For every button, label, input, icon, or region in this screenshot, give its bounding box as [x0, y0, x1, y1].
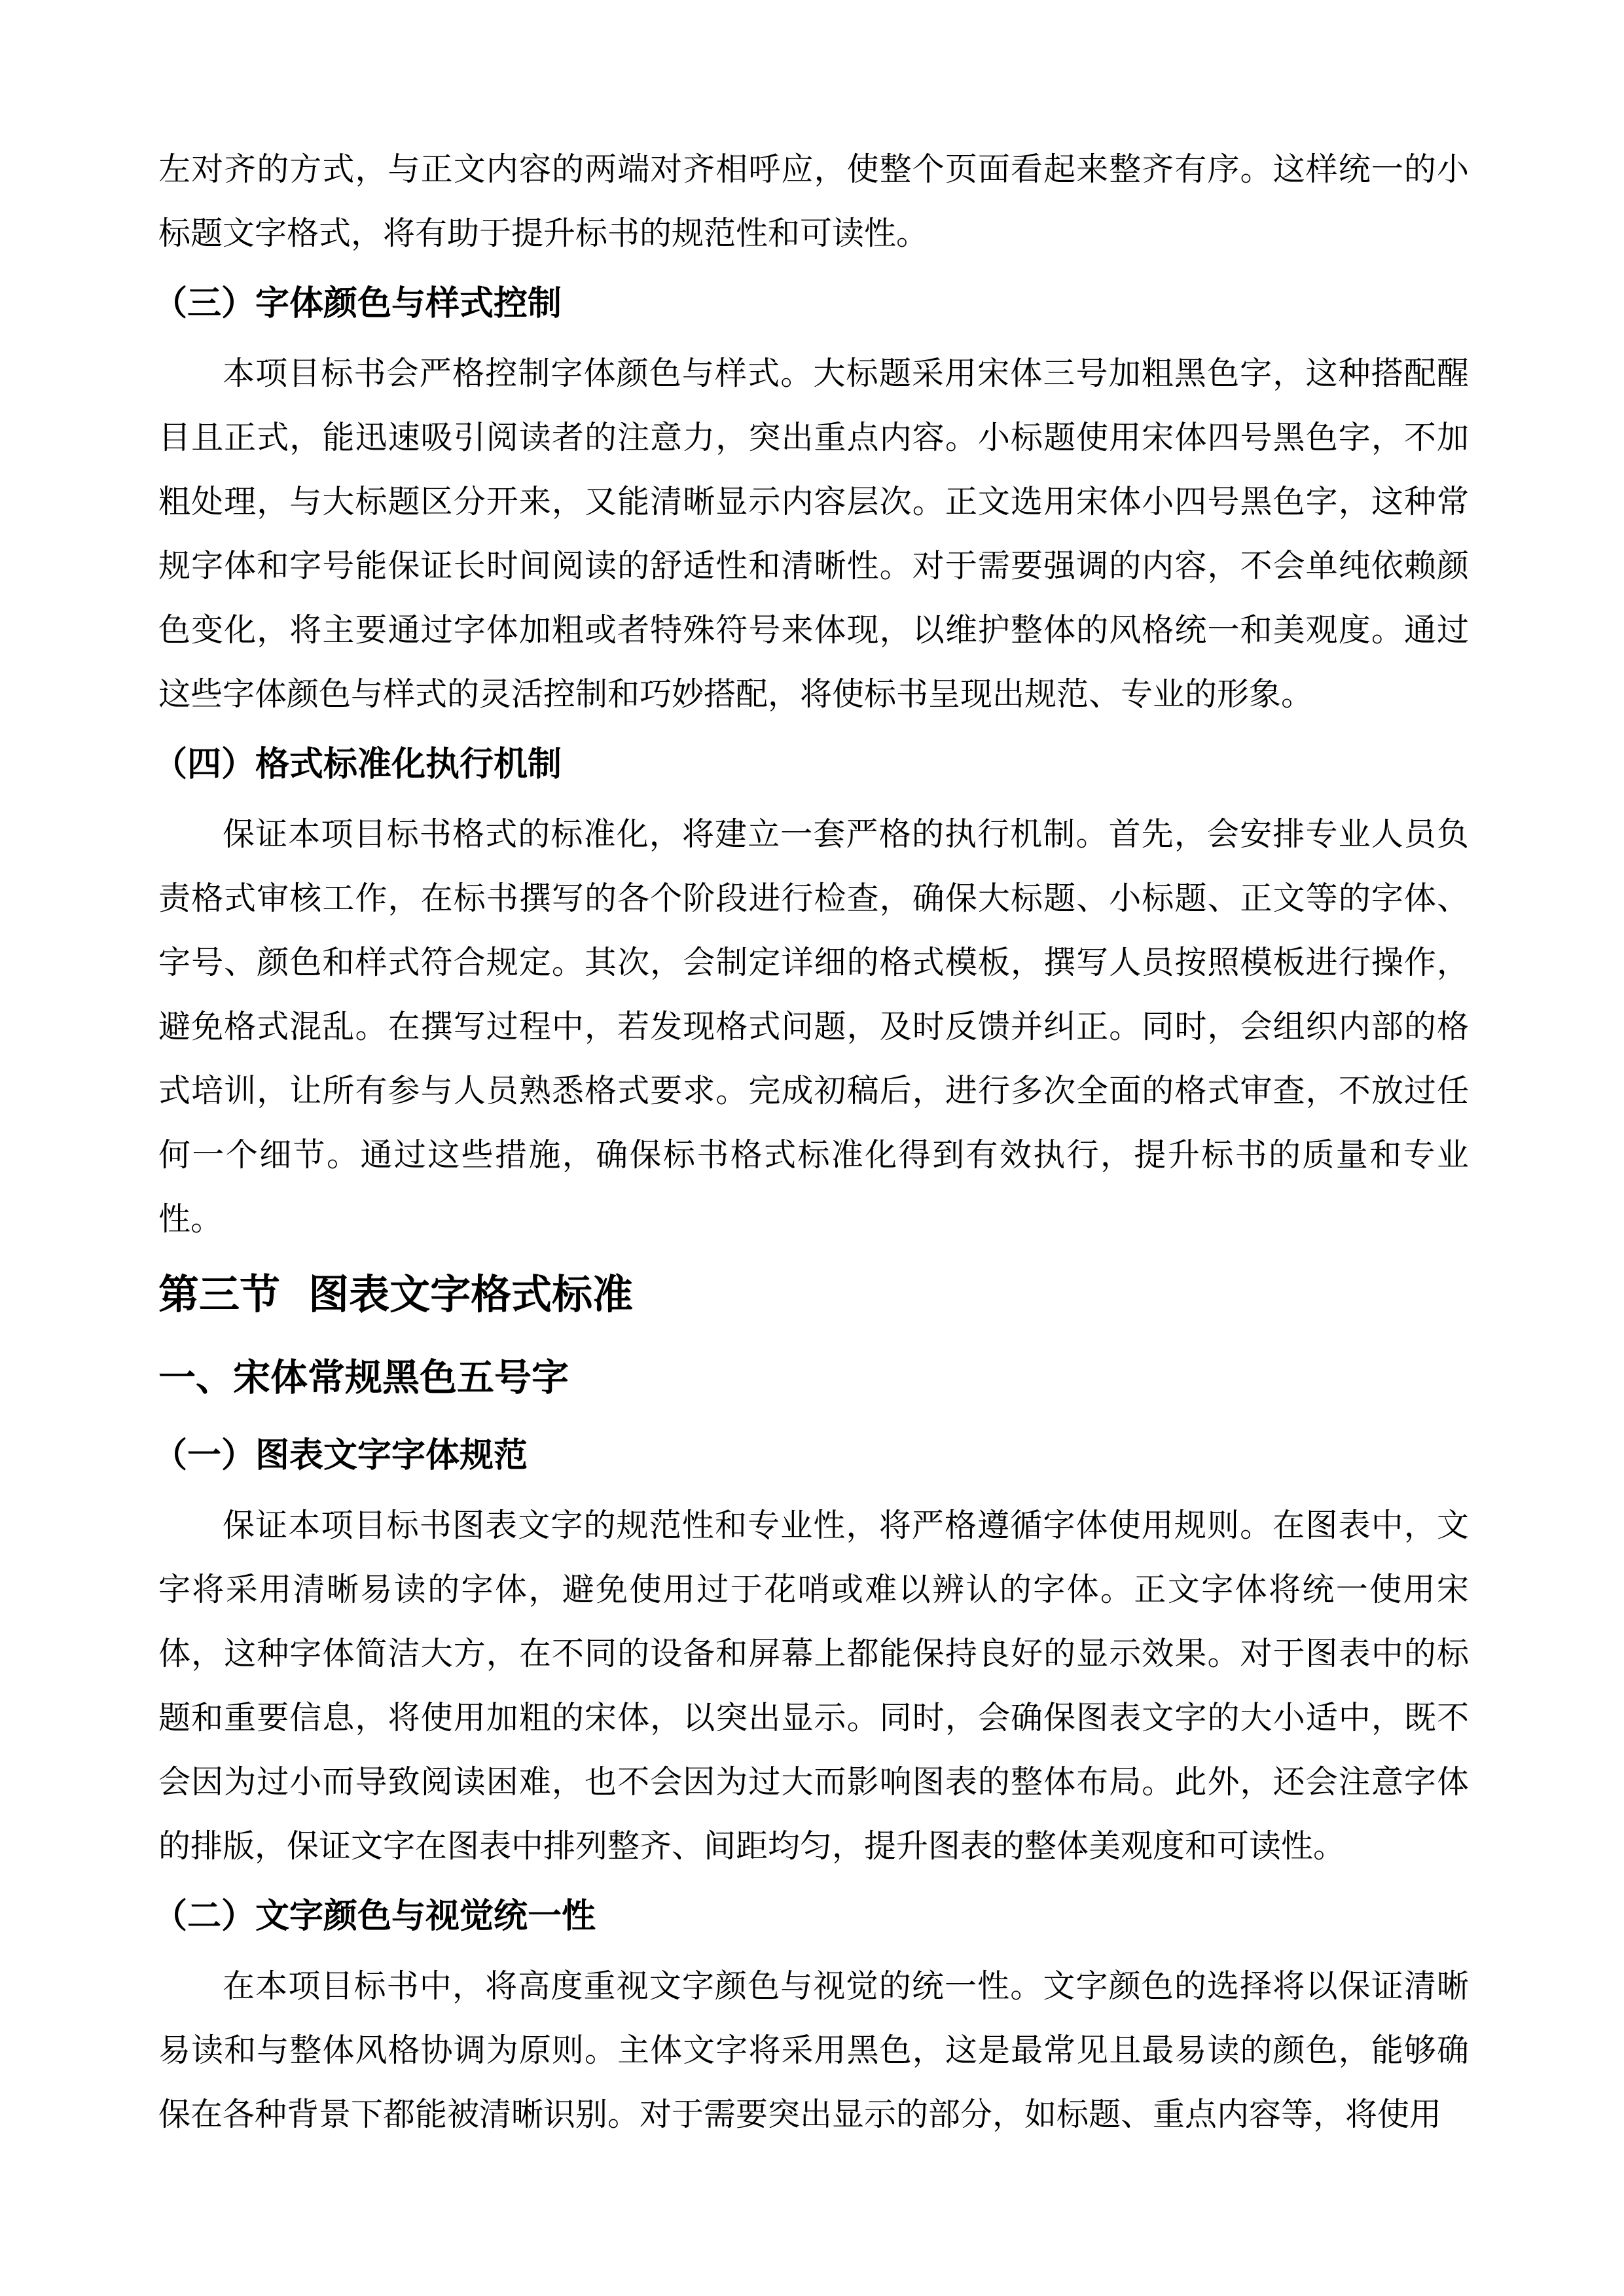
paragraph-chart-font-spec: 保证本项目标书图表文字的规范性和专业性，将严格遵循字体使用规则。在图表中，文字将采用清晰易读的字体，避免使用过于花哨或难以辨认的字体。正文字体将统一使用宋体，这种字体简洁大方，在不同的设备和屏幕上都能保持良好的显示效果。对于图表中的标题和重要信息，将使用加粗的宋体，以突出显示。同时，会确保图表文字的大小适中，既不会因为过小而导致阅读困难，也不会因为过大而影响图表的整体布局。此外，还会注意字体的排版，保证文字在图表中排列整齐、间距均匀，提升图表的整体美观度和可读性。: [158, 1507, 1469, 1865]
document-page: [153, 137, 1469, 2147]
paragraph-format-standard-mechanism: 保证本项目标书格式的标准化，将建立一套严格的执行机制。首先，会安排专业人员负责格式审核工作，在标书撰写的各个阶段进行检查，确保大标题、小标题、正文等的字体、字号、颜色和样式符合规定。其次，会制定详细的格式模板，撰写人员按照模板进行操作，避免格式混乱。在撰写过程中，若发现格式问题，及时反馈并纠正。同时，会组织内部的格式培训，让所有参与人员熟悉格式要求。完成初稿后，进行多次全面的格式审查，不放过任何一个细节。通过这些措施，确保标书格式标准化得到有效执行，提升标书的质量和专业性。: [158, 816, 1469, 1238]
subsection-title: 一、宋体常规黑色五号字: [158, 1356, 569, 1399]
heading-format-standard-mechanism: （四）格式标准化执行机制: [153, 745, 562, 784]
paragraph-font-color-style: 本项目标书会严格控制字体颜色与样式。大标题采用宋体三号加粗黑色字，这种搭配醒目且正式，能迅速吸引阅读者的注意力，突出重点内容。小标题使用宋体四号黑色字，不加粗处理，与大标题区分开来，又能清晰显示内容层次。正文选用宋体小四号黑色字，这种常规字体和字号能保证长时间阅读的舒适性和清晰性。对于需要强调的内容，不会单纯依赖颜色变化，将主要通过字体加粗或者特殊符号来体现，以维护整体的风格统一和美观度。通过这些字体颜色与样式的灵活控制和巧妙搭配，将使标书呈现出规范、专业的形象。: [158, 355, 1469, 713]
section-title: 第三节 图表文字格式标准: [158, 1270, 634, 1318]
paragraph-continued: 左对齐的方式，与正文内容的两端对齐相呼应，使整个页面看起来整齐有序。这样统一的小标题文字格式，将有助于提升标书的规范性和可读性。: [158, 151, 1469, 252]
heading-font-color-style: （三）字体颜色与样式控制: [153, 284, 562, 323]
heading-text-color-unity: （二）文字颜色与视觉统一性: [153, 1897, 596, 1936]
paragraph-text-color-unity: 在本项目标书中，将高度重视文字颜色与视觉的统一性。文字颜色的选择将以保证清晰易读和与整体风格协调为原则。主体文字将采用黑色，这是最常见且最易读的颜色，能够确保在各种背景下都能被清晰识别。对于需要突出显示的部分，如标题、重点内容等，将使用: [158, 1967, 1469, 2133]
heading-chart-font-spec: （一）图表文字字体规范: [153, 1436, 528, 1475]
